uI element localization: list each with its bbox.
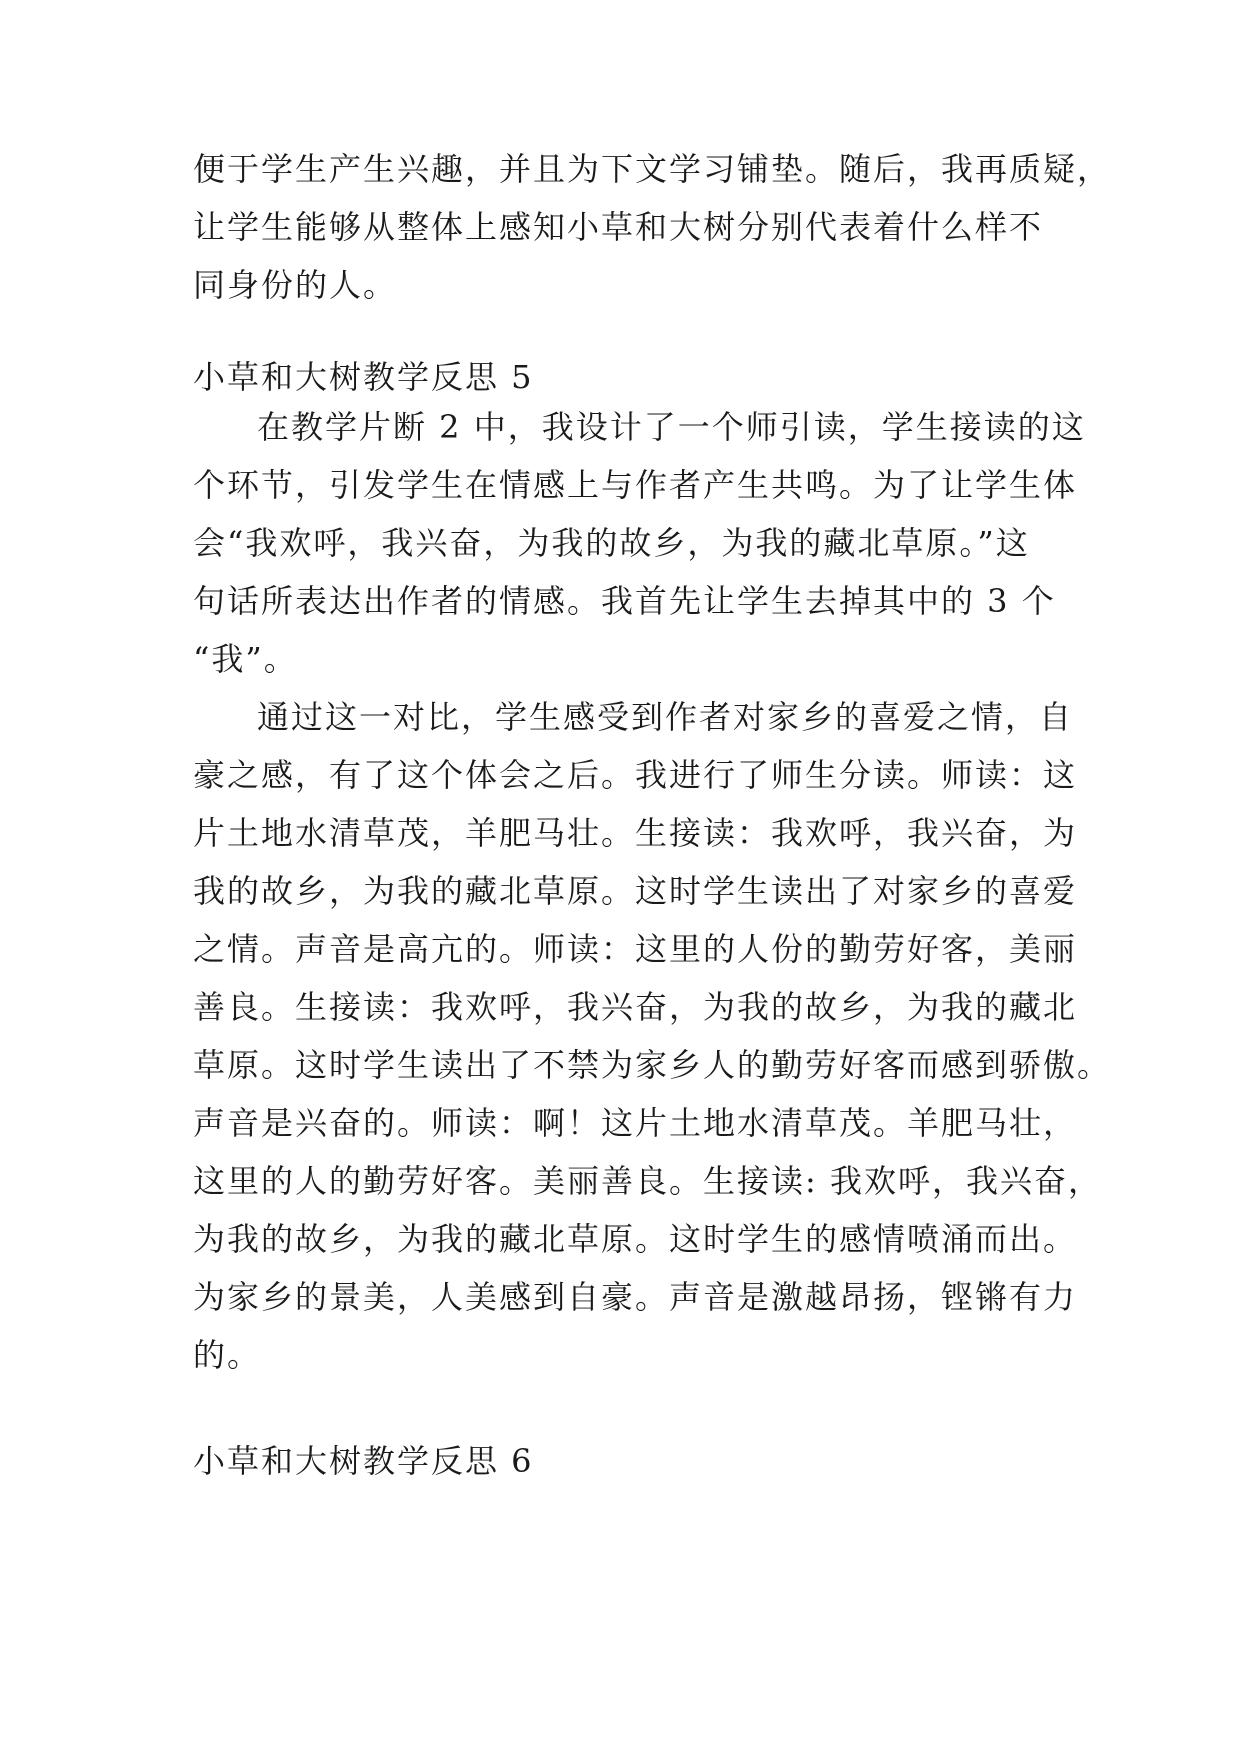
paragraph-line: 的。 — [193, 1336, 262, 1374]
paragraph-line: 便于学生产生兴趣，并且为下文学习铺垫。随后，我再质疑， — [193, 150, 1112, 188]
section-5-title: 小草和大树教学反思 5 — [193, 358, 534, 396]
paragraph-line: 草原。这时学生读出了不禁为家乡人的勤劳好客而感到骄傲。 — [193, 1046, 1112, 1084]
paragraph-line: 会“我欢呼，我兴奋，为我的故乡，为我的藏北草原。”这 — [193, 524, 1030, 562]
paragraph-line: 我的故乡，为我的藏北草原。这时学生读出了对家乡的喜爱 — [193, 872, 1078, 910]
paragraph-line: 在教学片断 2 中，我设计了一个师引读，学生接读的这 — [257, 408, 1086, 446]
paragraph-line: 片土地水清草茂，羊肥马壮。生接读：我欢呼，我兴奋，为 — [193, 814, 1078, 852]
paragraph-line: 个环节，引发学生在情感上与作者产生共鸣。为了让学生体 — [193, 466, 1078, 504]
paragraph-line: 善良。生接读：我欢呼，我兴奋，为我的故乡，为我的藏北 — [193, 988, 1078, 1026]
paragraph-line: 为我的故乡，为我的藏北草原。这时学生的感情喷涌而出。 — [193, 1220, 1078, 1258]
section-5-paragraph-2 — [193, 688, 1112, 1384]
paragraph-line: 声音是兴奋的。师读：啊！这片土地水清草茂。羊肥马壮， — [193, 1104, 1078, 1142]
paragraph-line: 这里的人的勤劳好客。美丽善良。生接读: 我欢呼，我兴奋， — [193, 1162, 1102, 1200]
paragraph-line: 豪之感，有了这个体会之后。我进行了师生分读。师读：这 — [193, 756, 1078, 794]
paragraph-line: 为家乡的景美，人美感到自豪。声音是激越昂扬，铿锵有力 — [193, 1278, 1078, 1316]
paragraph-line: 句话所表达出作者的情感。我首先让学生去掉其中的 3 个 — [193, 582, 1056, 620]
section-5-paragraph-1 — [193, 398, 1086, 688]
paragraph-line: 让学生能够从整体上感知小草和大树分别代表着什么样不 — [193, 208, 1044, 246]
paragraph-line: 同身份的人。 — [193, 266, 398, 304]
top-paragraph — [193, 140, 1112, 314]
paragraph-line: 通过这一对比，学生感受到作者对家乡的喜爱之情，自 — [257, 698, 1074, 736]
paragraph-line: “我”。 — [193, 640, 298, 678]
paragraph-line: 之情。声音是高亢的。师读：这里的人份的勤劳好客，美丽 — [193, 930, 1078, 968]
section-6-title: 小草和大树教学反思 6 — [193, 1442, 534, 1480]
